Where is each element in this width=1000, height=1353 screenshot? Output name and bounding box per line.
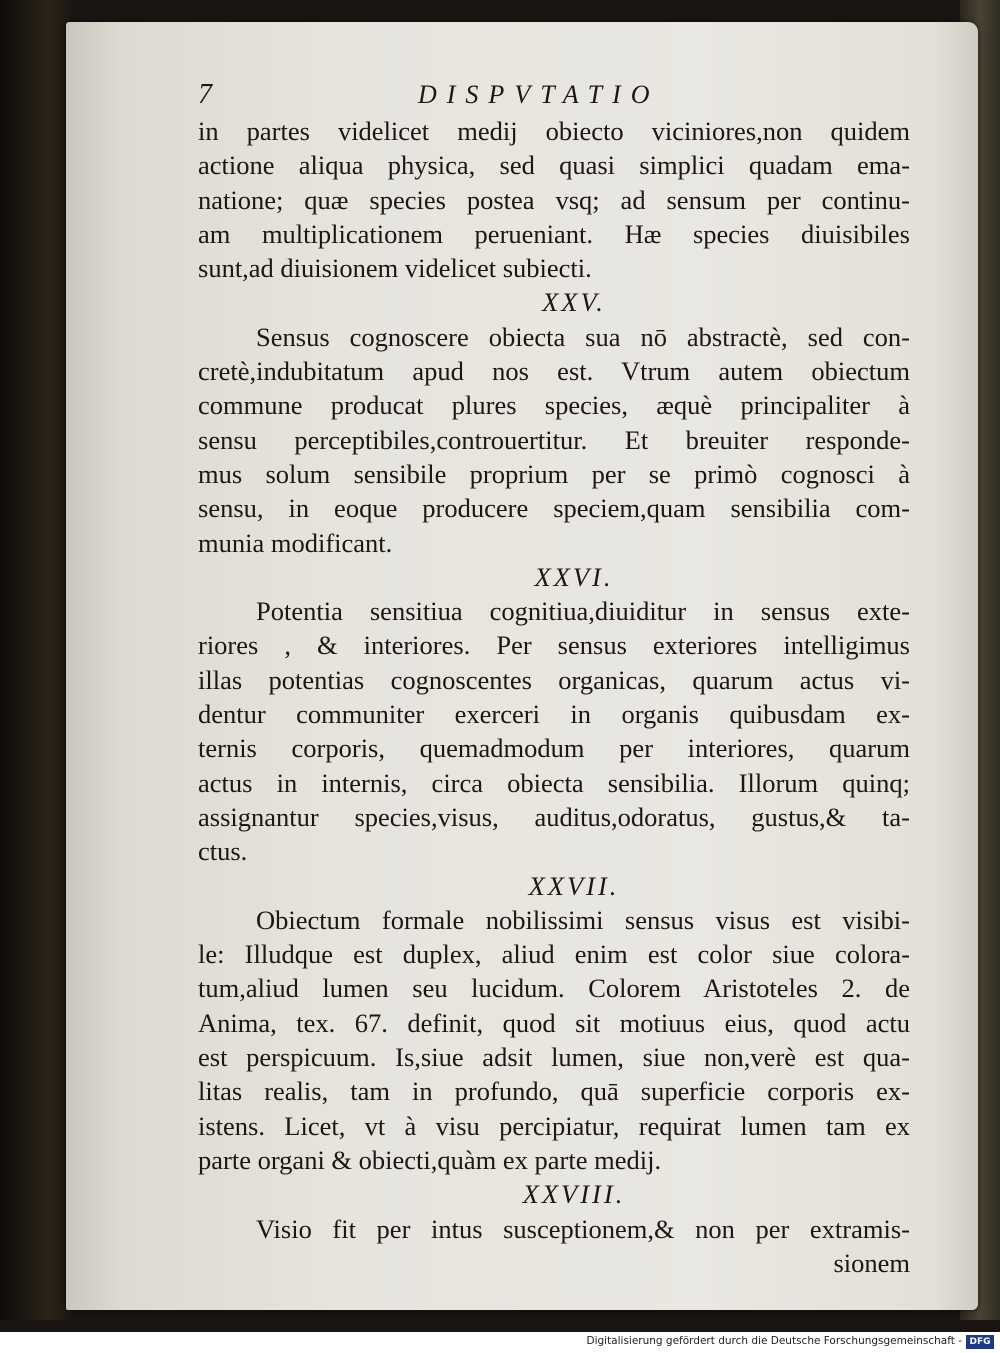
text-line: illas potentias cognoscentes organicas, quarum actus vi- [198, 664, 910, 695]
text-line: commune producat plures species, æquè principaliter à [198, 390, 910, 421]
running-title: DISPVTATIO [418, 80, 660, 109]
text-line: le: Illudque est duplex, aliud enim est color siue colora- [198, 939, 910, 970]
text-line: cretè,indubitatum apud nos est. Vtrum autem obiectum [198, 356, 910, 387]
text-line: ternis corporis, quemadmodum per interiores, quarum [198, 733, 910, 764]
section-number: XXV. [542, 287, 606, 318]
page-text [198, 78, 910, 1280]
text-line: am multiplicationem perueniant. Hæ species diuisibiles [198, 218, 910, 249]
text-line: dentur communiter exerceri in organis quibusdam ex- [198, 699, 910, 730]
catchword: sionem [833, 1247, 910, 1278]
book-spine [0, 0, 70, 1320]
funding-credit: Digitalisierung gefördert durch die Deutsche Forschungsgemeinschaft - [586, 1335, 962, 1347]
page-number: 7 [198, 79, 212, 110]
text-line: in partes videlicet medij obiecto viciniores,non quidem [198, 116, 910, 146]
text-line: munia modificant. [198, 527, 393, 558]
text-line: Obiectum formale nobilissimi sensus visus est visibi- [256, 904, 910, 935]
text-line: Visio fit per intus susceptionem,& non per extramis- [256, 1213, 910, 1244]
text-line: istens. Licet, vt à visu percipiatur, requirat lumen tam ex [198, 1110, 910, 1141]
section-number: XXVI. [534, 561, 614, 592]
text-line: actione aliqua physica, sed quasi simplici quadam ema- [198, 150, 910, 181]
running-head [198, 78, 910, 114]
text-line: riores , & interiores. Per sensus exteriores intelligimus [198, 630, 910, 661]
text-line: sunt,ad diuisionem videlicet subiecti. [198, 253, 592, 284]
text-line: tum,aliud lumen seu lucidum. Colorem Aristoteles 2. de [198, 973, 910, 1004]
section-number: XXVII. [528, 870, 620, 901]
text-line: mus solum sensibile proprium per se primò cognosci à [198, 458, 910, 489]
text-line: parte organi & obiecti,quàm ex parte medij. [198, 1144, 662, 1175]
text-line: est perspicuum. Is,siue adsit lumen, siue non,verè est qua- [198, 1042, 910, 1073]
text-line: Anima, tex. 67. definit, quod sit motiuus eius, quod actu [198, 1007, 910, 1038]
digitization-footer [0, 1332, 1000, 1353]
text-line: natione; quæ species postea vsq; ad sensum per continu- [198, 184, 910, 215]
text-line: ctus. [198, 836, 248, 867]
body-text [198, 114, 910, 1280]
text-line: litas realis, tam in profundo, quā superficie corporis ex- [198, 1076, 910, 1107]
section-number: XXVIII. [522, 1179, 626, 1210]
text-line: actus in internis, circa obiecta sensibilia. Illorum quinq; [198, 767, 910, 798]
text-line: sensu perceptibiles,controuertitur. Et breuiter responde- [198, 424, 910, 455]
text-line: Potentia sensitiua cognitiua,diuiditur in sensus exte- [256, 596, 910, 627]
text-line: sensu, in eoque producere speciem,quam sensibilia com- [198, 493, 910, 524]
text-line: assignantur species,visus, auditus,odoratus, gustus,& ta- [198, 801, 910, 832]
text-line: Sensus cognoscere obiecta sua nō abstractè, sed con- [256, 321, 910, 352]
dfg-logo: DFG [966, 1335, 994, 1349]
